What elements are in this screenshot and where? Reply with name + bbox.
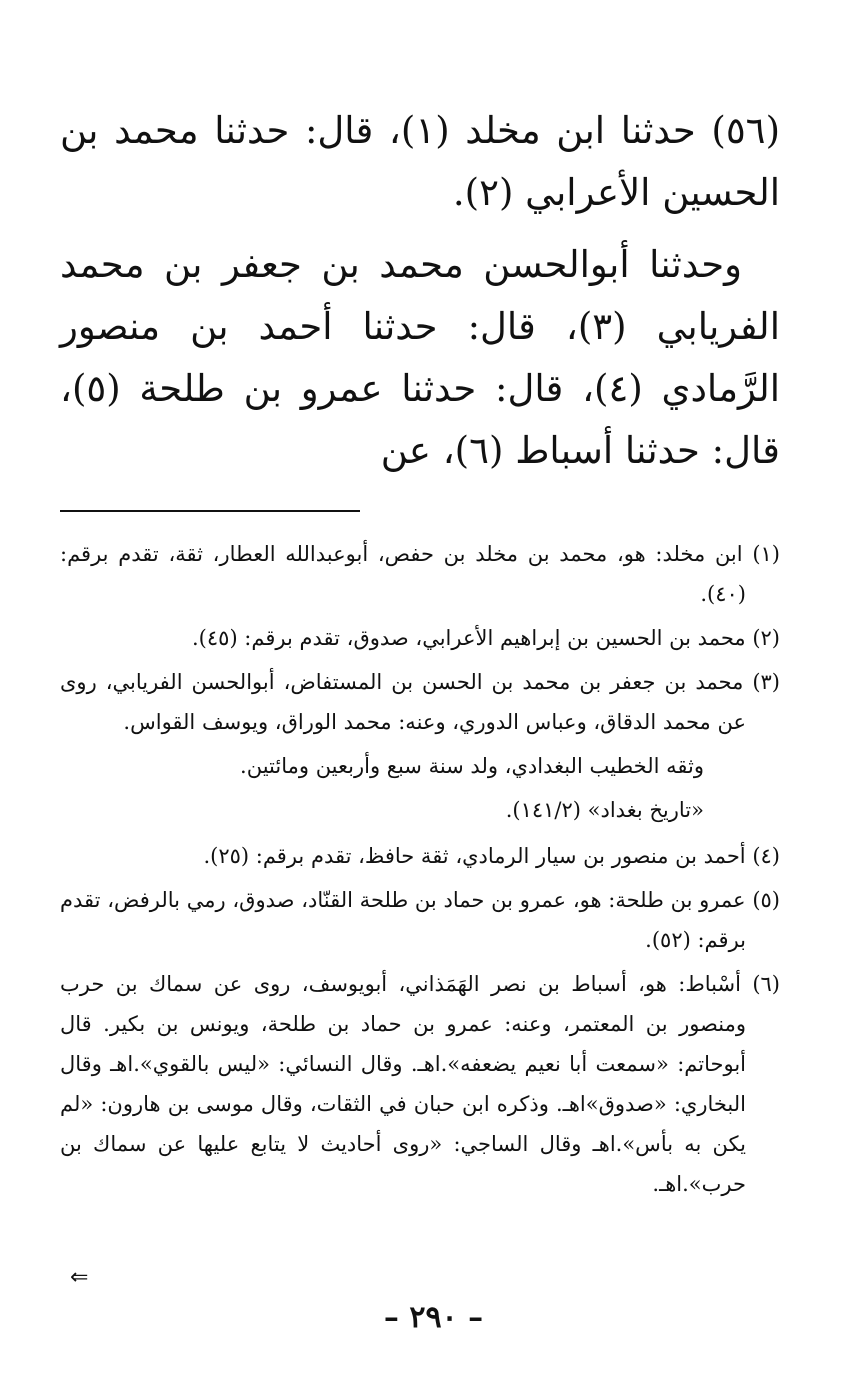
footnote-3: (٣) محمد بن جعفر بن محمد بن الحسن بن المستفاض، أبوالحسن الفريابي، روى عن محمد الدقاق، وعباس الدوري، وعنه: محمد الوراق، ويوسف القواس. — [60, 670, 780, 734]
footnote-divider — [60, 510, 360, 512]
main-paragraph-1: (٥٦) حدثنا ابن مخلد (١)، قال: حدثنا محمد بن الحسين الأعرابي (٢). — [60, 109, 780, 214]
main-text — [60, 100, 780, 482]
footnote-2: (٢) محمد بن الحسين بن إبراهيم الأعرابي، صدوق، تقدم برقم: (٤٥). — [192, 626, 780, 650]
footnote-1: (١) ابن مخلد: هو، محمد بن مخلد بن حفص، أبوعبدالله العطار، ثقة، تقدم برقم: (٤٠). — [60, 542, 780, 606]
footnote-6: (٦) أسْباط: هو، أسباط بن نصر الهَمَذاني، أبويوسف، روى عن سماك بن حرب ومنصور بن المعتمر، وعنه: عمرو بن حماد بن طلحة، ويونس بن بكير. قال أبوحاتم: «سمعت أبا نعيم يضعفه».اهـ. وقال النسائي: «ليس بالقوي».اهـ وقال البخاري: «صدوق»اهـ. وذكره ابن حبان في الثقات، وقال موسى بن هارون: «لم يكن به بأس».اهـ وقال الساجي: «روى أحاديث لا يتابع عليها عن سماك بن حرب».اهـ. — [60, 972, 780, 1196]
page-content — [60, 100, 780, 1208]
footnote-3-source: «تاريخ بغداد» (١٤١/٢). — [505, 798, 704, 822]
footnote-4: (٤) أحمد بن منصور بن سيار الرمادي، ثقة حافظ، تقدم برقم: (٢٥). — [203, 844, 780, 868]
continuation-arrow-icon: ⇐ — [70, 1265, 89, 1290]
footnotes — [60, 534, 780, 1204]
main-paragraph-2: وحدثنا أبوالحسن محمد بن جعفر بن محمد الفريابي (٣)، قال: حدثنا أحمد بن منصور الرَّمادي (٤)، قال: حدثنا عمرو بن طلحة (٥)، قال: حدثنا أسباط (٦)، عن — [60, 243, 780, 472]
footnote-5: (٥) عمرو بن طلحة: هو، عمرو بن حماد بن طلحة القنّاد، صدوق، رمي بالرفض، تقدم برقم: (٥٢). — [60, 888, 780, 952]
page-number: – ٢٩٠ – — [383, 1300, 484, 1335]
footnote-3-continuation: وثقه الخطيب البغدادي، ولد سنة سبع وأربعين ومائتين. — [240, 754, 704, 778]
